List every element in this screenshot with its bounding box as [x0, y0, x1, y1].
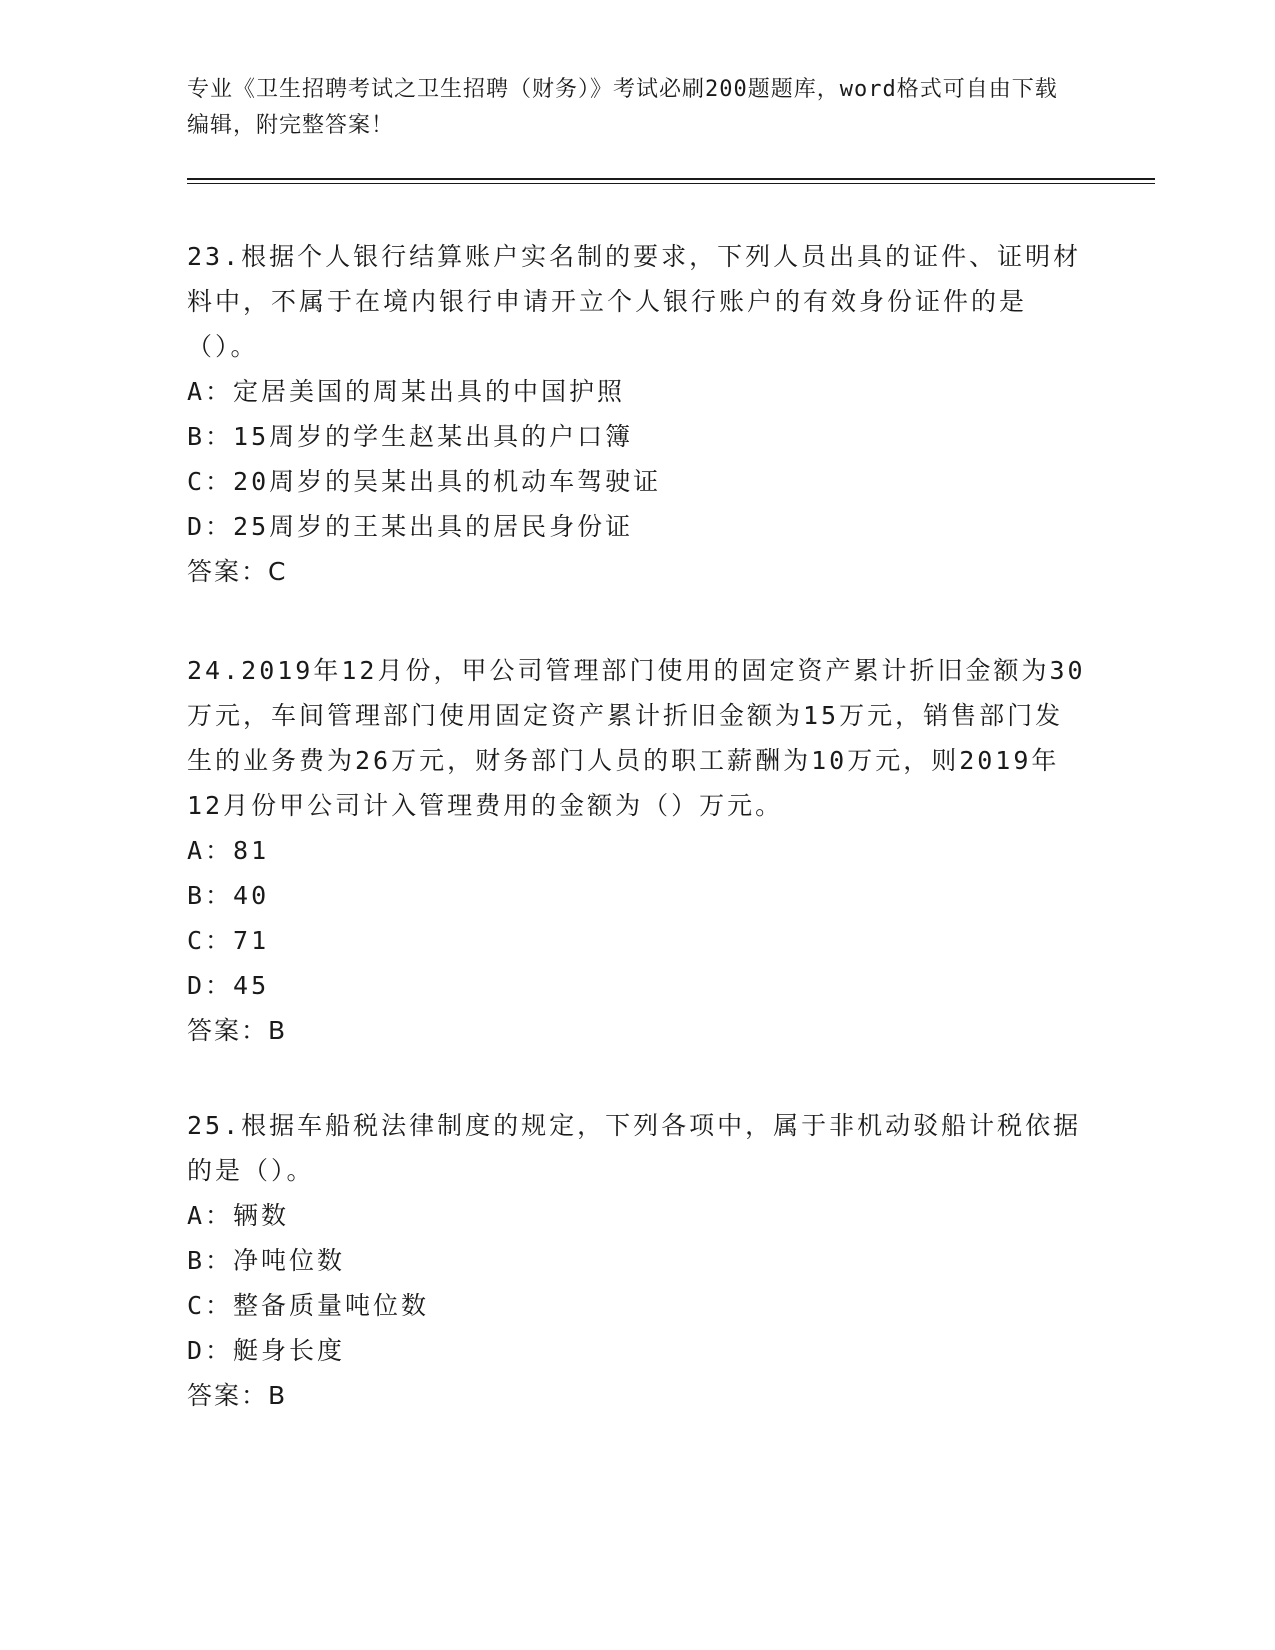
option-a: A：81	[187, 836, 270, 865]
question-24	[187, 648, 1087, 1053]
option-a: A：辆数	[187, 1201, 290, 1230]
question-25	[187, 1103, 1087, 1418]
option-b: B：40	[187, 881, 270, 910]
header-divider	[187, 178, 1155, 184]
document-header: 专业《卫生招聘考试之卫生招聘（财务）》考试必刷200题题库，word格式可自由下载编辑，附完整答案！	[187, 77, 1058, 138]
question-23	[187, 234, 1087, 594]
option-c: C：20周岁的吴某出具的机动车驾驶证	[187, 467, 662, 496]
answer: 答案：C	[187, 557, 288, 586]
question-text: 24.2019年12月份，甲公司管理部门使用的固定资产累计折旧金额为30万元，车间管理部门使用固定资产累计折旧金额为15万元，销售部门发生的业务费为26万元，财务部门人员的职工薪酬为10万元，则2019年12月份甲公司计入管理费用的金额为（）万元。	[187, 656, 1086, 820]
option-d: D：25周岁的王某出具的居民身份证	[187, 512, 634, 541]
option-d: D：45	[187, 971, 270, 1000]
question-text: 23.根据个人银行结算账户实名制的要求，下列人员出具的证件、证明材料中，不属于在境内银行申请开立个人银行账户的有效身份证件的是（）。	[187, 242, 1082, 361]
option-d: D：艇身长度	[187, 1336, 346, 1365]
answer: 答案：B	[187, 1016, 288, 1045]
option-c: C：71	[187, 926, 270, 955]
option-c: C：整备质量吨位数	[187, 1291, 430, 1320]
question-text: 25.根据车船税法律制度的规定，下列各项中，属于非机动驳船计税依据的是（）。	[187, 1111, 1082, 1185]
option-b: B：净吨位数	[187, 1246, 346, 1275]
option-a: A：定居美国的周某出具的中国护照	[187, 377, 626, 406]
answer: 答案：B	[187, 1381, 288, 1410]
option-b: B：15周岁的学生赵某出具的户口簿	[187, 422, 634, 451]
